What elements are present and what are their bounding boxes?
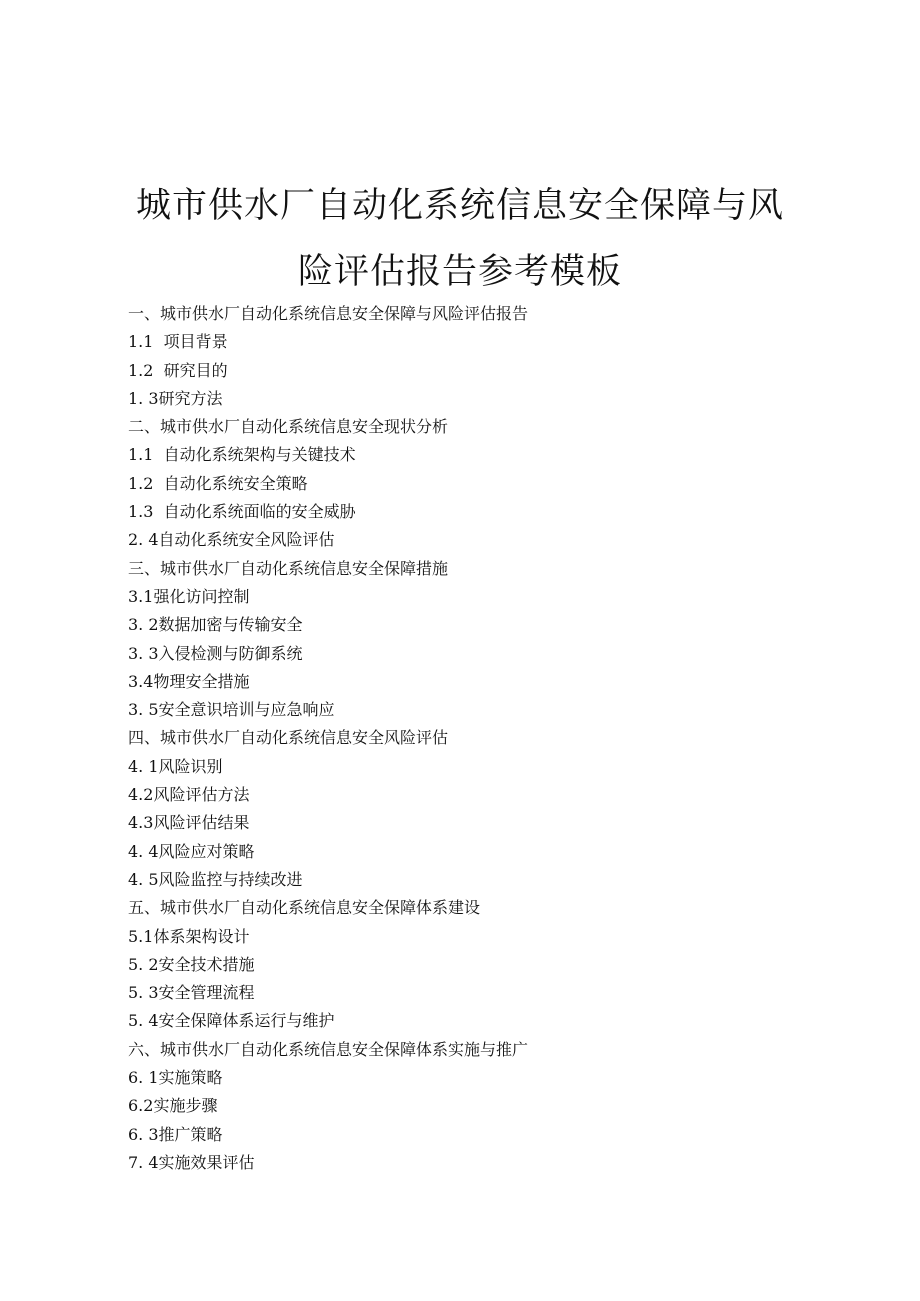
toc-item: 6. 3推广策略 xyxy=(128,1124,223,1144)
table-of-contents xyxy=(128,300,828,1177)
toc-item: 1.2 自动化系统安全策略 xyxy=(128,473,308,493)
document-title-line-2: 险评估报告参考模板 xyxy=(297,252,622,292)
toc-item: 4. 4风险应对策略 xyxy=(128,841,255,861)
toc-item: 4.2风险评估方法 xyxy=(128,785,250,805)
toc-item: 4. 1风险识别 xyxy=(128,756,223,776)
toc-item: 1.1 项目背景 xyxy=(128,332,228,352)
toc-item: 7. 4实施效果评估 xyxy=(128,1152,255,1172)
toc-item: 3. 3入侵检测与防御系统 xyxy=(128,643,303,663)
toc-item: 5.1体系架构设计 xyxy=(128,926,250,946)
toc-item: 3.4物理安全措施 xyxy=(128,671,250,691)
toc-item: 4.3风险评估结果 xyxy=(128,813,250,833)
toc-item: 5. 4安全保障体系运行与维护 xyxy=(128,1011,335,1031)
toc-item: 3.1强化访问控制 xyxy=(128,586,250,606)
toc-item: 6.2实施步骤 xyxy=(128,1096,218,1116)
toc-item: 1.1 自动化系统架构与关键技术 xyxy=(128,445,356,465)
toc-item: 3. 5安全意识培训与应急响应 xyxy=(128,700,335,720)
toc-item: 二、城市供水厂自动化系统信息安全现状分析 xyxy=(128,417,449,437)
toc-item: 四、城市供水厂自动化系统信息安全风险评估 xyxy=(128,728,449,748)
toc-item: 4. 5风险监控与持续改进 xyxy=(128,869,303,889)
toc-item: 6. 1实施策略 xyxy=(128,1068,223,1088)
toc-item: 5. 3安全管理流程 xyxy=(128,983,255,1003)
toc-item: 五、城市供水厂自动化系统信息安全保障体系建设 xyxy=(128,898,481,918)
document-title-line-1: 城市供水厂自动化系统信息安全保障与风 xyxy=(135,186,784,226)
toc-item: 3. 2数据加密与传输安全 xyxy=(128,615,303,635)
toc-item: 六、城市供水厂自动化系统信息安全保障体系实施与推广 xyxy=(128,1039,529,1059)
toc-item: 1. 3研究方法 xyxy=(128,388,223,408)
toc-item: 5. 2安全技术措施 xyxy=(128,954,255,974)
toc-item: 一、城市供水厂自动化系统信息安全保障与风险评估报告 xyxy=(128,304,529,323)
toc-item: 1.2 研究目的 xyxy=(128,360,228,380)
toc-item: 三、城市供水厂自动化系统信息安全保障措施 xyxy=(128,558,449,578)
toc-item: 2. 4自动化系统安全风险评估 xyxy=(128,530,335,550)
toc-item: 1.3 自动化系统面临的安全威胁 xyxy=(128,502,356,522)
